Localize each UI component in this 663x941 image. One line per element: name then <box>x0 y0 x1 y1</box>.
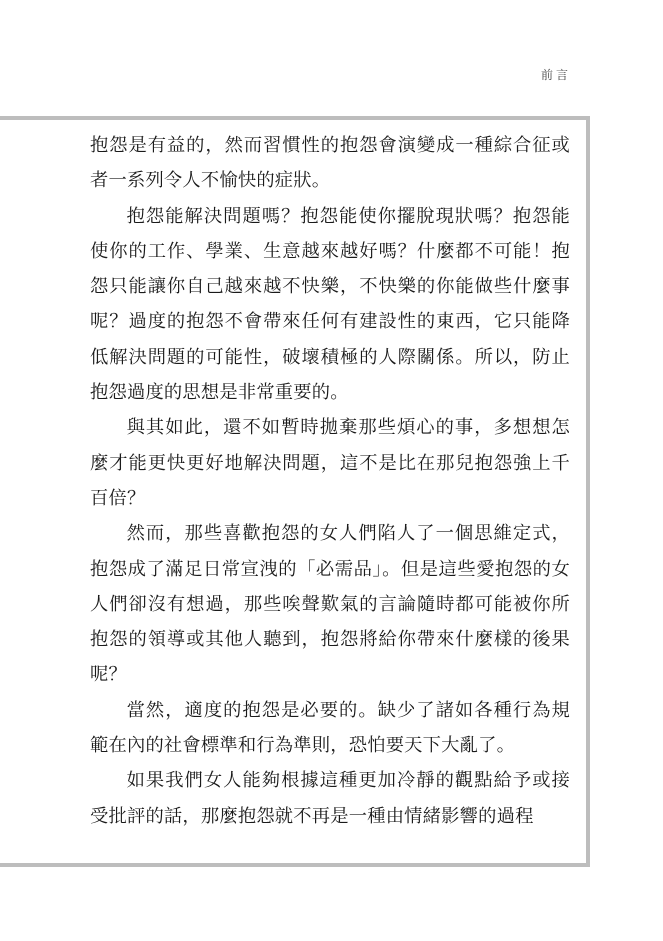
paragraph: 如果我們女人能夠根據這種更加冷靜的觀點給予或接受批評的話，那麼抱怨就不再是一種由情緒影響的過程 <box>90 770 570 827</box>
paragraph: 抱怨是有益的，然而習慣性的抱怨會演變成一種綜合征或者一系列令人不愉快的症狀。 <box>90 135 570 192</box>
paragraph: 與其如此，還不如暫時拋棄那些煩心的事，多想想怎麼才能更快更好地解決問題，這不是比在那兒抱怨強上千百倍？ <box>90 417 570 509</box>
paragraph: 當然，適度的抱怨是必要的。缺少了諸如各種行為規範在內的社會標準和行為準則，恐怕要天下大亂了。 <box>90 699 570 757</box>
body-text <box>90 128 570 834</box>
section-header: 前言 <box>540 68 571 82</box>
paragraph: 然而，那些喜歡抱怨的女人們陷人了一個思維定式，抱怨成了滿足日常宣洩的「必需品」。但是這些愛抱怨的女人們卻沒有想過，那些唉聲歎氣的言論隨時都可能被你所抱怨的領導或其他人聽到，抱怨將給你帶來什麼樣的後果呢？ <box>90 523 570 686</box>
paragraph: 抱怨能解決問題嗎？抱怨能使你擺脫現狀嗎？抱怨能使你的工作、學業、生意越來越好嗎？什麼都不可能！抱怨只能讓你自己越來越不快樂，不快樂的你能做些什麼事呢？過度的抱怨不會帶來任何有建設性的東西，它只能降低解決問題的可能性，破壞積極的人際關係。所以，防止抱怨過度的思想是非常重要的。 <box>90 205 570 404</box>
